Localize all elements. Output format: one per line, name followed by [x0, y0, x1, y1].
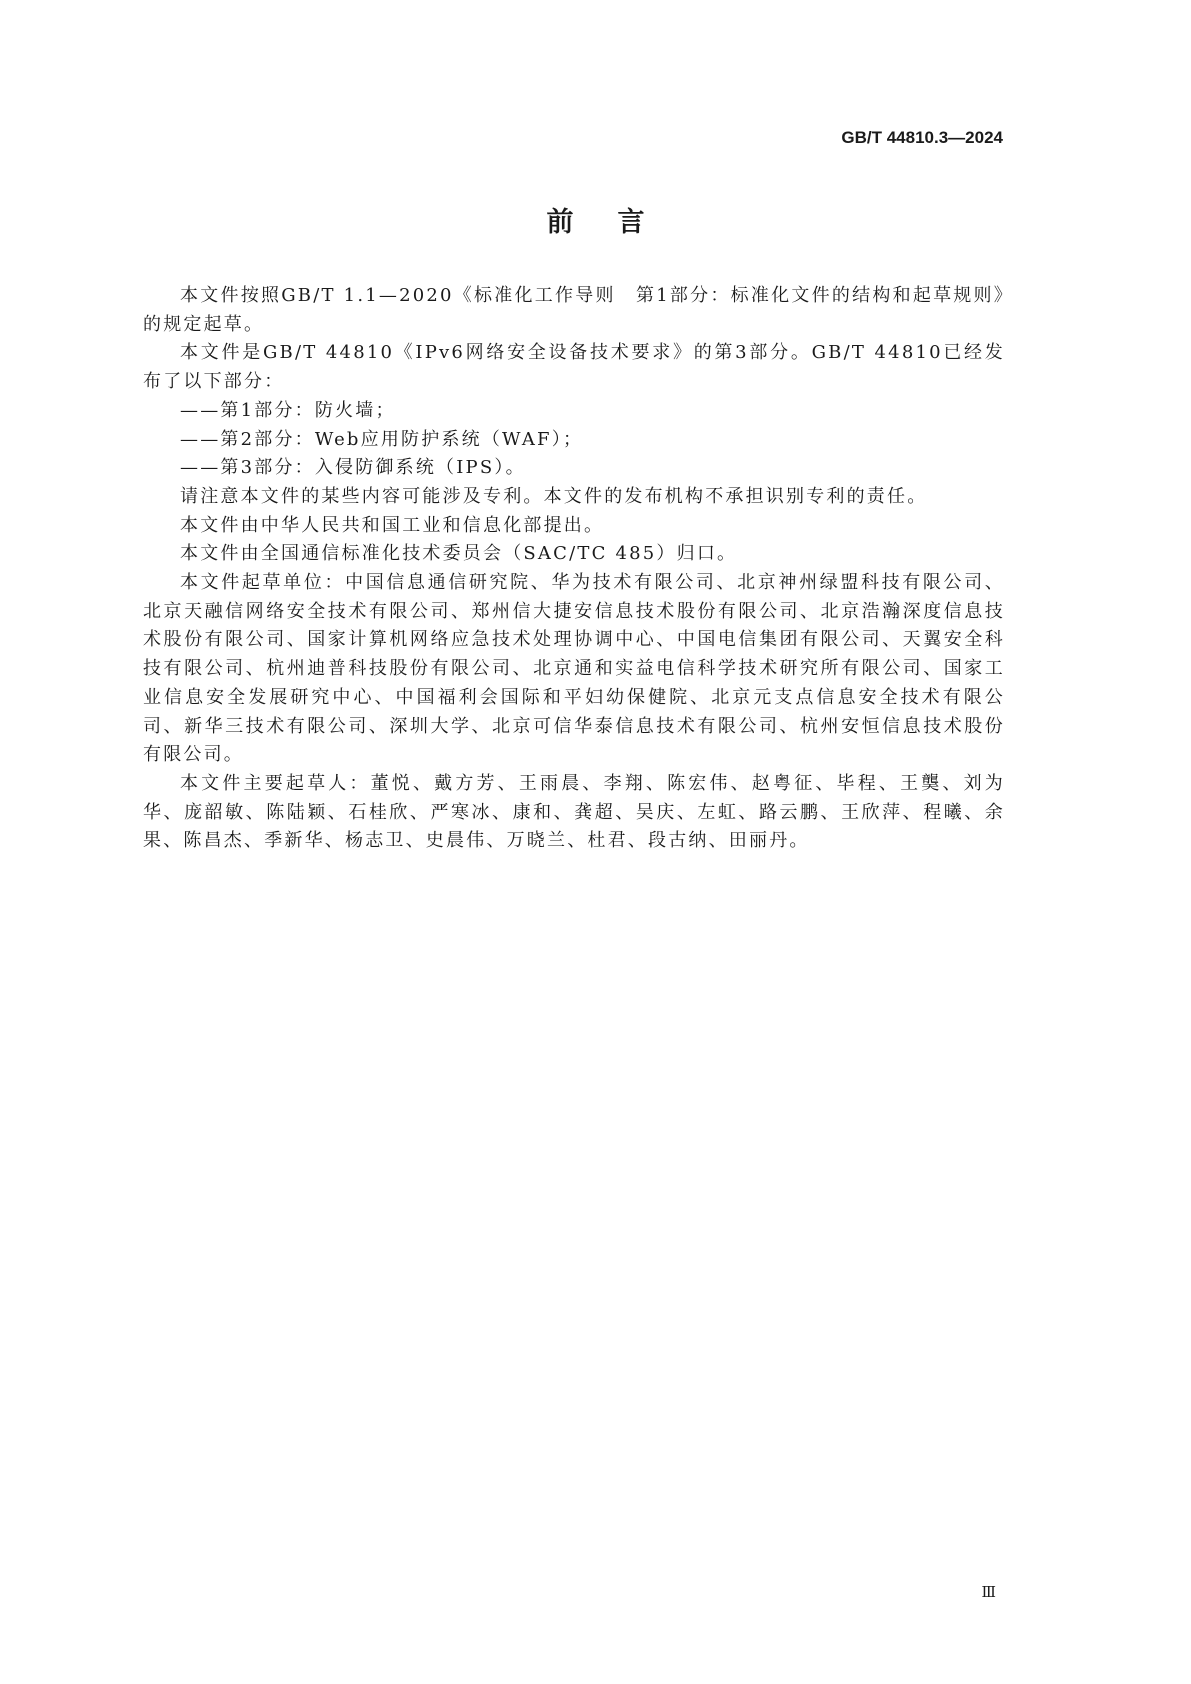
paragraph-patent-notice: 请注意本文件的某些内容可能涉及专利。本文件的发布机构不承担识别专利的责任。 [180, 485, 928, 507]
paragraph-proposer: 本文件由中华人民共和国工业和信息化部提出。 [180, 514, 605, 536]
paragraph-drafters: 本文件主要起草人：董悦、戴方芳、王雨晨、李翔、陈宏伟、赵粤征、毕程、王龑、刘为华、庞韶敏、陈陆颖、石桂欣、严寒冰、康和、龚超、吴庆、左虹、路云鹏、王欣萍、程曦、余果、陈昌杰、季新华、杨志卫、史晨伟、万晓兰、杜君、段古纳、田丽丹。 [143, 772, 1005, 852]
list-item: ——第2部分：Web应用防护系统（WAF）； [180, 428, 584, 450]
list-item: ——第1部分：防火墙； [180, 399, 396, 421]
paragraph-drafting-units: 本文件起草单位：中国信息通信研究院、华为技术有限公司、北京神州绿盟科技有限公司、北京天融信网络安全技术有限公司、郑州信大捷安信息技术股份有限公司、北京浩瀚深度信息技术股份有限公司、国家计算机网络应急技术处理协调中心、中国电信集团有限公司、天翼安全科技有限公司、杭州迪普科技股份有限公司、北京通和实益电信科学技术研究所有限公司、国家工业信息安全发展研究中心、中国福利会国际和平妇幼保健院、北京元支点信息安全技术有限公司、新华三技术有限公司、深圳大学、北京可信华泰信息技术有限公司、杭州安恒信息技术股份有限公司。 [143, 572, 1005, 766]
standard-number: GB/T 44810.3—2024 [841, 128, 1003, 147]
paragraph-series-parts: 本文件是GB/T 44810《IPv6网络安全设备技术要求》的第3部分。GB/T 44810已经发布了以下部分： [143, 342, 1005, 393]
page-title: 前言 [546, 207, 689, 238]
paragraph-centralized: 本文件由全国通信标准化技术委员会（SAC/TC 485）归口。 [180, 543, 738, 565]
page-number: Ⅲ [981, 1583, 996, 1601]
foreword-body [143, 282, 1005, 856]
paragraph-drafting-rules: 本文件按照GB/T 1.1—2020《标准化工作导则 第1部分：标准化文件的结构和起草规则》的规定起草。 [143, 285, 1005, 335]
list-item: ——第3部分：入侵防御系统（IPS）。 [180, 457, 526, 479]
